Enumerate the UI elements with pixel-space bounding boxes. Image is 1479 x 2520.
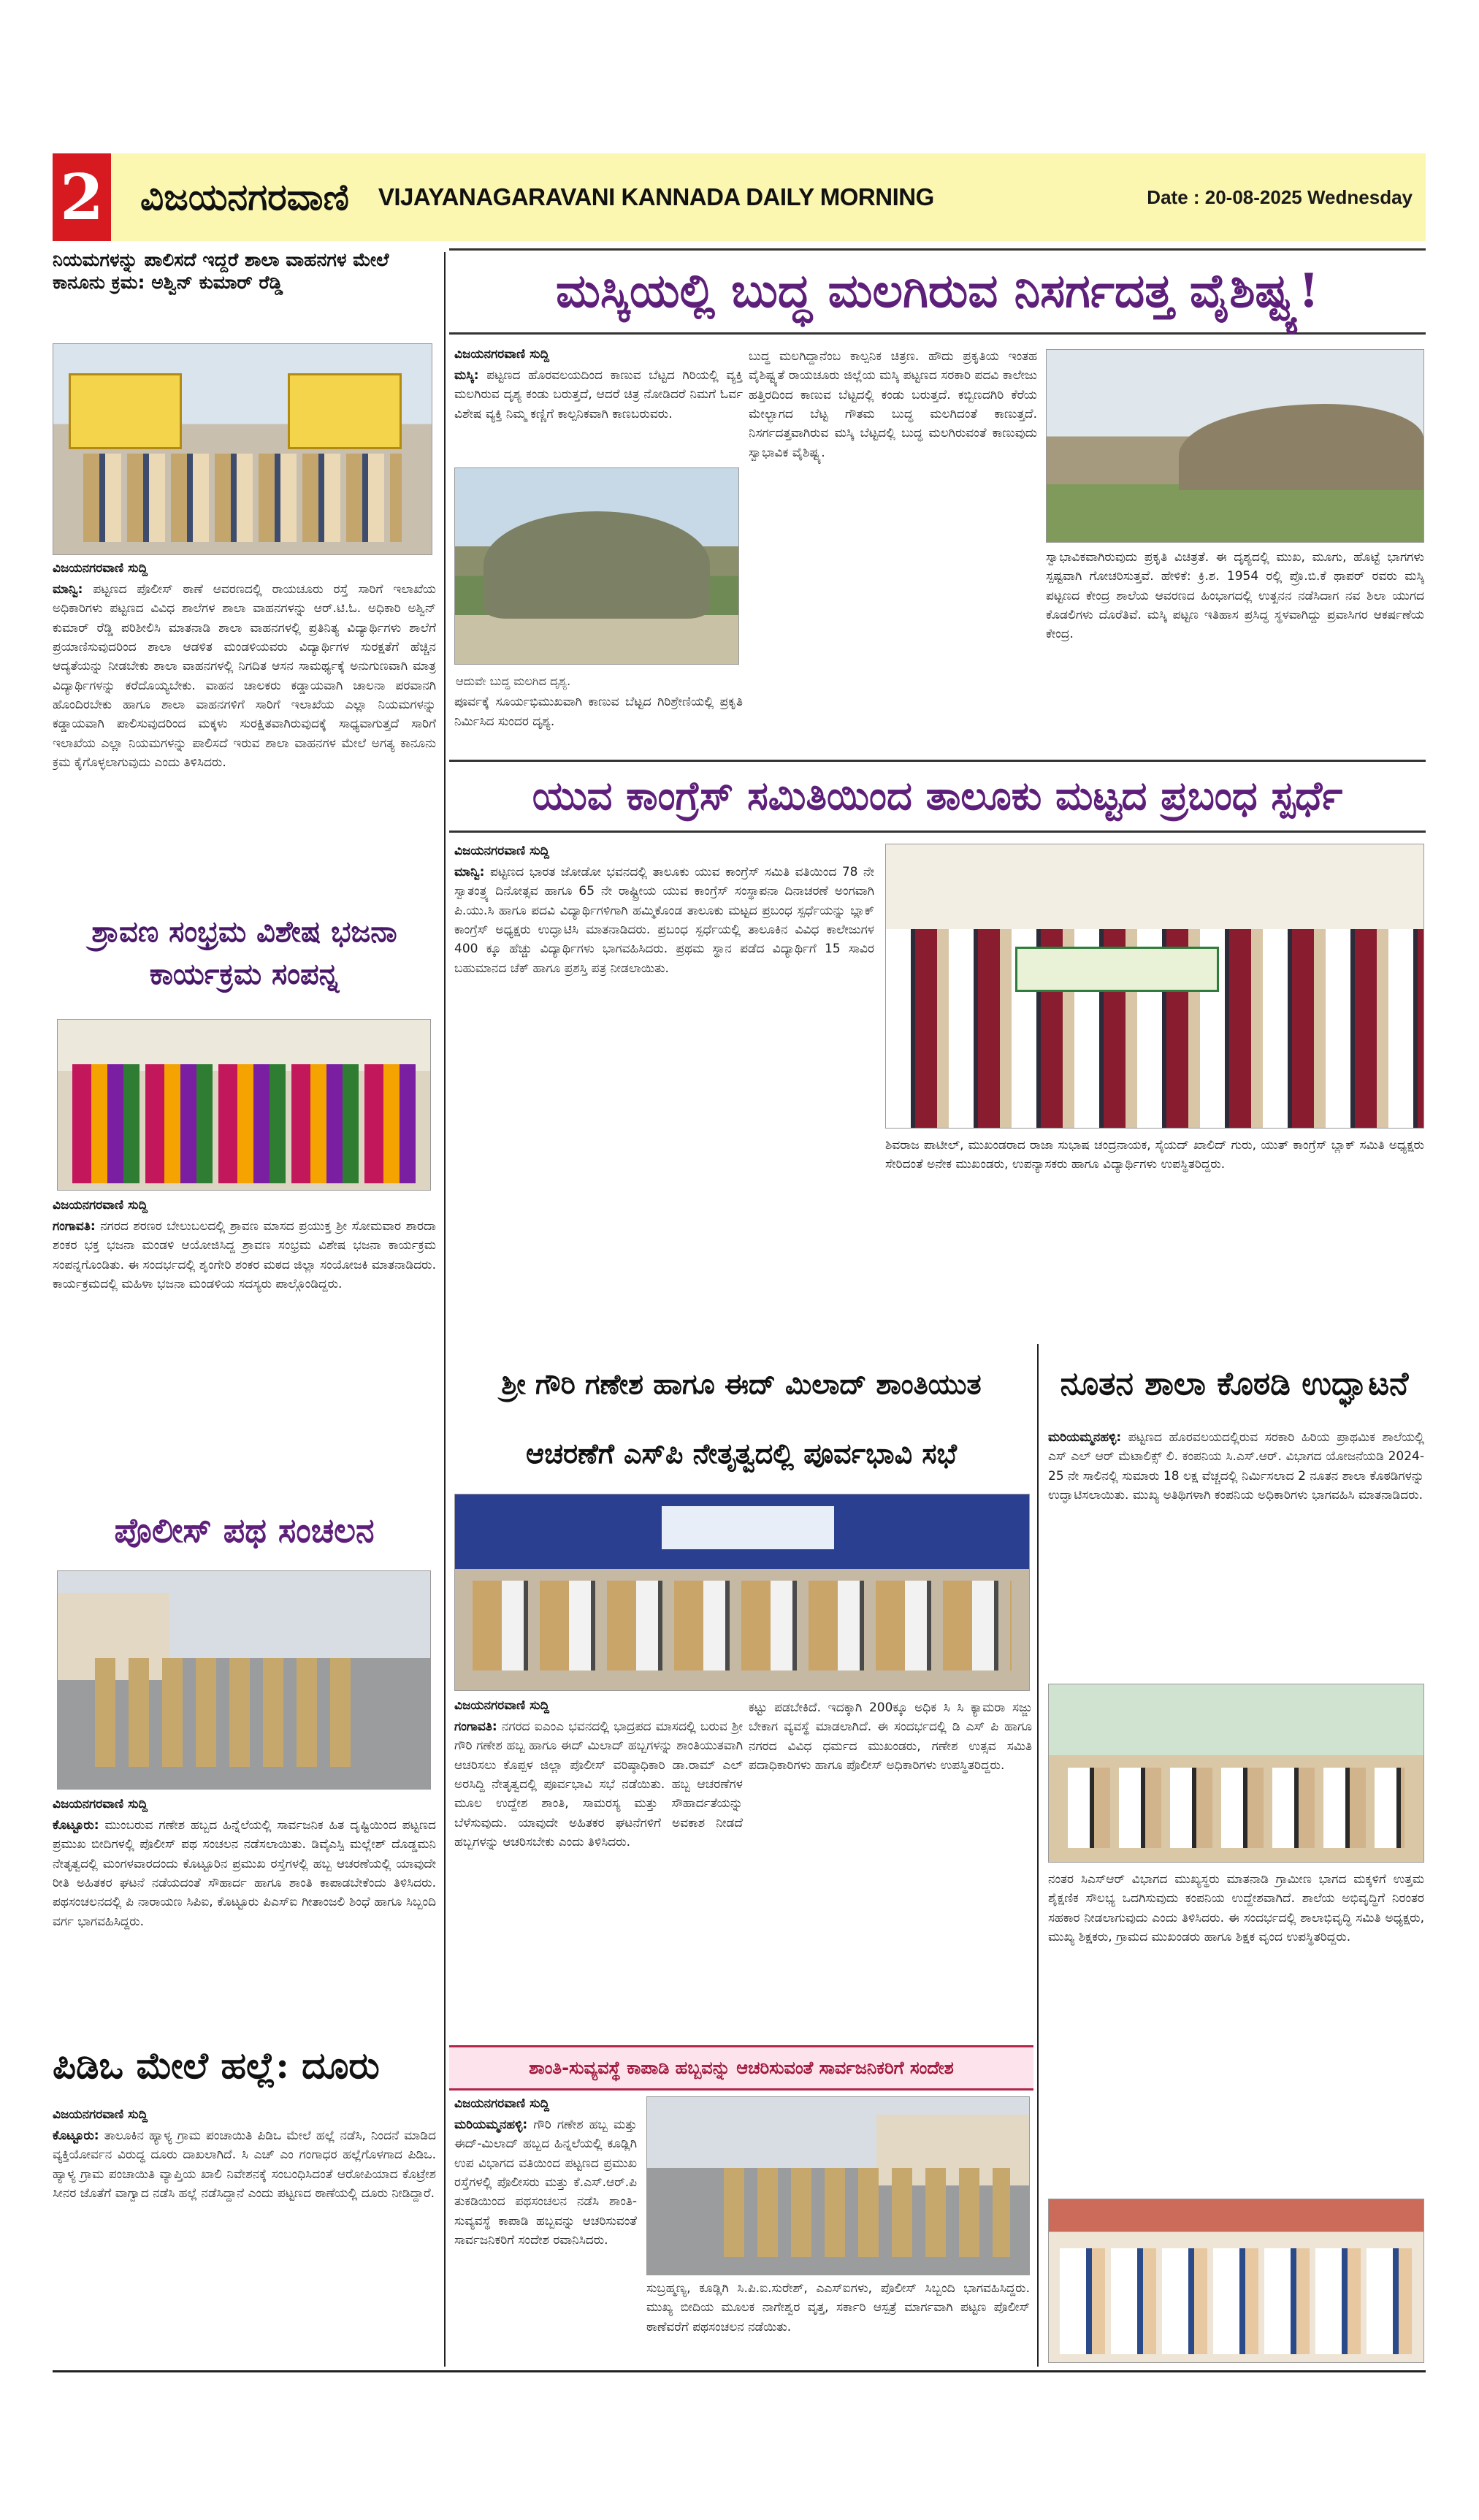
- story-pdo-headline: [53, 2045, 436, 2104]
- story-congress-headline: [449, 760, 1426, 833]
- article-text: ನಗರದ ಶರಣರ ಬೇಲುಬಲದಲ್ಲಿ ಶ್ರಾವಣ ಮಾಸದ ಪ್ರಯುಕ್ತ ಶ್ರೀ ಸೋಮವಾರ ಶಾರದಾ ಶಂಕರ ಭಕ್ತ ಭಜನಾ ಮಂಡಳಿ ಆಯೋಜಿಸಿದ್ದ ಶ್ರಾವಣ ಸಂಭ್ರಮ ವಿಶೇಷ ಭಜನಾ ಕಾರ್ಯಕ್ರಮ ಸಂಪನ್ನಗೊಂಡಿತು. ಈ ಸಂದರ್ಭದಲ್ಲಿ ಶೃಂಗೇರಿ ಶಂಕರ ಮಠದ ಜಿಲ್ಲಾ ಸಂಯೋಜಕಿ ಮಾತನಾಡಿದರು. ಕಾರ್ಯಕ್ರಮದಲ್ಲಿ ಮಹಿಳಾ ಭಜನಾ ಮಂಡಳಿಯ ಸದಸ್ಯರು ಪಾಲ್ಗೊಂಡಿದ್ದರು.: [53, 1219, 436, 1292]
- story-congress-body: [454, 844, 874, 1340]
- article-text: ನಗರದ ಐಎಂಎ ಭವನದಲ್ಲಿ ಭಾದ್ರಪದ ಮಾಸದಲ್ಲಿ ಬರುವ ಶ್ರೀ ಗೌರಿ ಗಣೇಶ ಹಬ್ಬ ಹಾಗೂ ಈದ್ ಮಿಲಾದ್ ಹಬ್ಬಗಳನ್ನು ಶಾಂತಿಯುತವಾಗಿ ಆಚರಿಸಲು ಕೊಪ್ಪಳ ಜಿಲ್ಲಾ ಪೊಲೀಸ್ ವರಿಷ್ಠಾಧಿಕಾರಿ ಡಾ.ರಾಮ್ ಎಲ್ ಅರಸಿದ್ದಿ ನೇತೃತ್ವದಲ್ಲಿ ಪೂರ್ವಭಾವಿ ಸಭೆ ನಡೆಯಿತು. ಹಬ್ಬ ಆಚರಣೆಗಳ ಮೂಲ ಉದ್ದೇಶ ಶಾಂತಿ, ಸಾಮರಸ್ಯ ಮತ್ತು ಸೌಹಾರ್ದತೆಯನ್ನು ಬೆಳೆಸುವುದು. ಯಾವುದೇ ಅಹಿತಕರ ಘಟನೆಗಳಿಗೆ ಅವಕಾಶ ನೀಡದೆ ಹಬ್ಬಗಳನ್ನು ಆಚರಿಸಬೇಕು ಎಂದು ತಿಳಿಸಿದರು.: [454, 1719, 743, 1850]
- dateline: ಮಸ್ಕಿ:: [454, 368, 479, 383]
- bottom-rule: [53, 2370, 1426, 2372]
- story-school-vehicles-body: [53, 561, 436, 1094]
- school-group-photo: [1048, 2199, 1424, 2363]
- newspaper-logo: ವಿಜಯನಗರವಾಣಿ: [140, 175, 349, 218]
- story-maski-col1: [454, 347, 743, 471]
- story-police-march-headline: [53, 1497, 436, 1563]
- story-school-room-headline: [1043, 1348, 1426, 1421]
- school-bus-photo: [53, 343, 432, 555]
- dateline: ಕೊಟ್ಟೂರು:: [53, 2128, 99, 2143]
- story-peace-meeting-body-right: [749, 1698, 1032, 2042]
- story-school-room-body2: [1048, 1870, 1424, 2184]
- story-congress-body-right: [885, 1136, 1424, 1340]
- headline: ಶ್ರಾವಣ ಸಂಭ್ರಮ ವಿಶೇಷ ಭಜನಾ ಕಾರ್ಯಕ್ರಮ ಸಂಪನ್ನ: [91, 915, 397, 991]
- article-text: ಪೂರ್ವಕ್ಕೆ ಸೂರ್ಯಭಿಮುಖವಾಗಿ ಕಾಣುವ ಬೆಟ್ಟದ ಗಿರಿಶ್ರೇಣಿಯಲ್ಲಿ ಪ್ರಕೃತಿ ನಿರ್ಮಿಸಿದ ಸುಂದರ ದೃಶ್ಯ.: [454, 695, 743, 729]
- story-maski-headline: [449, 248, 1426, 335]
- dateline: ಗಂಗಾವತಿ:: [454, 1719, 497, 1734]
- dateline: ಮಾನ್ವಿ:: [53, 582, 83, 597]
- story-shravana-headline: [53, 898, 436, 1008]
- story-peace-meeting-headline-line1: [449, 1348, 1033, 1421]
- headline: ಪಿಡಿಒ ಮೇಲೆ ಹಲ್ಲೆ: ದೂರು: [53, 2045, 380, 2087]
- article-text: ಪಟ್ಟಣದ ಹೊರವಲಯದಿಂದ ಕಾಣುವ ಬೆಟ್ಟದ ಗಿರಿಯಲ್ಲಿ ವ್ಯಕ್ತಿ ಮಲಗಿರುವ ದೃಶ್ಯ ಕಂಡು ಬರುತ್ತದೆ, ಆದರೆ ಚಿತ್ರ ನೋಡಿದರೆ ನಿಮಗೆ ಓರ್ವ ವಿಶೇಷ ವ್ಯಕ್ತಿ ನಿಮ್ಮ ಕಣ್ಣಿಗೆ ಕಾಲ್ಪನಿಕವಾಗಿ ಕಾಣಬರುವರು.: [454, 368, 743, 421]
- story-police-march-body: [53, 1797, 436, 2038]
- dateline: ಗಂಗಾವತಿ:: [53, 1219, 96, 1234]
- article-text: ಸುಬ್ರಹ್ಮಣ್ಯ, ಕೂಡ್ಲಿಗಿ ಸಿ.ಪಿ.ಐ.ಸುರೇಶ್, ಎಎಸ್‌ಐಗಳು, ಪೊಲೀಸ್ ಸಿಬ್ಬಂದಿ ಭಾಗವಹಿಸಿದ್ದರು. ಮುಖ್ಯ ಬೀದಿಯ ಮೂಲಕ ನಾಗೇಶ್ವರ ವೃತ್ತ, ಸರ್ಕಾರಿ ಆಸ್ಪತ್ರೆ ಮಾರ್ಗವಾಗಿ ಪಟ್ಟಣ ಪೊಲೀಸ್ ಠಾಣೆವರೆಗೆ ಪಥಸಂಚಲನ ನಡೆಯಿತು.: [646, 2281, 1030, 2334]
- school-inauguration-photo: [1048, 1684, 1424, 1863]
- police-route-march-photo: [646, 2096, 1030, 2275]
- story-school-vehicles-headline: [53, 248, 436, 347]
- story-school-room-body: [1048, 1428, 1424, 1680]
- column-rule: [1037, 1344, 1039, 2367]
- article-text: ಕಟ್ಟು ಪಡಬೇಕಿದೆ. ಇದಕ್ಕಾಗಿ 200ಕ್ಕೂ ಅಧಿಕ ಸಿ ಸಿ ಕ್ಯಾಮರಾ ಸಜ್ಜು ಬೇಕಾಗ ವ್ಯವಸ್ಥೆ ಮಾಡಲಾಗಿದೆ. ಈ ಸಂದರ್ಭದಲ್ಲಿ ಡಿ ಎಸ್ ಪಿ ಹಾಗೂ ನಗರದ ವಿವಿಧ ಧರ್ಮದ ಮುಖಂಡರು, ಗಣೇಶ ಉತ್ಸವ ಸಮಿತಿ ಪದಾಧಿಕಾರಿಗಳು ಹಾಗೂ ಪೊಲೀಸ್ ಅಧಿಕಾರಿಗಳು ಉಪಸ್ಥಿತರಿದ್ದರು.: [749, 1700, 1032, 1773]
- bhajan-group-photo: [57, 1019, 431, 1191]
- article-text: ಶಿವರಾಜ ಪಾಟೀಲ್, ಮುಖಂಡರಾದ ರಾಜಾ ಸುಭಾಷ ಚಂದ್ರನಾಯಕ, ಸೈಯದ್ ಖಾಲಿದ್ ಗುರು, ಯುತ್ ಕಾಂಗ್ರೆಸ್ ಬ್ಲಾಕ್ ಸಮಿತಿ ಅಧ್ಯಕ್ಷರು ಸೇರಿದಂತೆ ಅನೇಕ ಮುಖಂಡರು, ಉಪನ್ಯಾಸಕರು ಹಾಗೂ ವಿದ್ಯಾರ್ಥಿಗಳು ಉಪಸ್ಥಿತರಿದ್ದರು.: [885, 1138, 1424, 1172]
- byline: ವಿಜಯನಗರವಾಣಿ ಸುದ್ದಿ: [454, 347, 550, 362]
- headline: ಯುವ ಕಾಂಗ್ರೆಸ್ ಸಮಿತಿಯಿಂದ ತಾಲೂಕು ಮಟ್ಟದ ಪ್ರಬಂಧ ಸ್ಪರ್ಧೆ: [532, 772, 1343, 820]
- dateline: ಮಾನ್ವಿ:: [454, 865, 485, 879]
- headline: ಶಾಂತಿ-ಸುವ್ಯವಸ್ಥೆ ಕಾಪಾಡಿ ಹಬ್ಬವನ್ನು ಆಚರಿಸುವಂತೆ ಸಾರ್ವಜನಿಕರಿಗೆ ಸಂದೇಶ: [529, 2058, 954, 2078]
- sleeping-buddha-hill-photo: [454, 467, 739, 665]
- story-maski-col3: [1046, 548, 1424, 756]
- newspaper-title-english: VIJAYANAGARAVANI KANNADA DAILY MORNING: [378, 183, 934, 210]
- byline: ವಿಜಯನಗರವಾಣಿ ಸುದ್ದಿ: [454, 844, 550, 858]
- byline: ವಿಜಯನಗರವಾಣಿ ಸುದ್ದಿ: [53, 1797, 148, 1811]
- issue-date: Date : 20-08-2025 Wednesday: [1147, 186, 1413, 208]
- article-text: ಮುಂಬರುವ ಗಣೇಶ ಹಬ್ಬದ ಹಿನ್ನೆಲೆಯಲ್ಲಿ ಸಾರ್ವಜನಿಕ ಹಿತ ದೃಷ್ಟಿಯಿಂದ ಪಟ್ಟಣದ ಪ್ರಮುಖ ಬೀದಿಗಳಲ್ಲಿ ಪೊಲೀಸ್ ಪಥ ಸಂಚಲನ ನಡೆಸಲಾಯಿತು. ಡಿವೈಎಸ್ಪಿ ಮಲ್ಲೇಶ್ ದೊಡ್ಡಮನಿ ನೇತೃತ್ವದಲ್ಲಿ ಮಂಗಳವಾರದಂದು ಕೊಟ್ಟೂರಿನ ಪ್ರಮುಖ ರಸ್ತೆಗಳಲ್ಲಿ ಹಬ್ಬ ಆಚರಣೆಯಲ್ಲಿ ಯಾವುದೇ ರೀತಿ ಅಹಿತಕರ ಘಟನೆ ನಡೆಯದಂತೆ ಸೌಹಾರ್ದ ಹಾಗೂ ಶಾಂತಿ ಕಾಪಾಡಬೇಕೆಂದು ತಿಳಿಸಿದರು. ಪಥಸಂಚಲನದಲ್ಲಿ ಪಿ ನಾರಾಯಣ ಸಿಪಿಐ, ಕೊಟ್ಟೂರು ಪಿಎಸ್ಐ ಗೀತಾಂಜಲಿ ಶಿಂಧೆ ಹಾಗೂ ಸಿಬ್ಬಂದಿ ವರ್ಗ ಭಾಗವಹಿಸಿದ್ದರು.: [53, 1818, 436, 1929]
- story-shravana-body: [53, 1198, 436, 1490]
- byline: ವಿಜಯನಗರವಾಣಿ ಸುದ್ದಿ: [454, 2096, 550, 2111]
- story-peace-strip-headline: [449, 2045, 1033, 2091]
- page-number: 2: [53, 153, 111, 241]
- byline: ವಿಜಯನಗರವಾಣಿ ಸುದ್ದಿ: [53, 561, 148, 576]
- article-text: ಪಟ್ಟಣದ ಪೊಲೀಸ್ ಠಾಣೆ ಆವರಣದಲ್ಲಿ ರಾಯಚೂರು ರಸ್ತೆ ಸಾರಿಗೆ ಇಲಾಖೆಯ ಅಧಿಕಾರಿಗಳು ಪಟ್ಟಣದ ವಿವಿಧ ಶಾಲೆಗಳ ಶಾಲಾ ವಾಹನಗಳನ್ನು ಆರ್.ಟಿ.ಓ. ಅಧಿಕಾರಿ ಅಶ್ವಿನ್ ಕುಮಾರ್ ರೆಡ್ಡಿ ಪರಿಶೀಲಿಸಿ ಮಾತನಾಡಿ ಶಾಲಾ ವಾಹನಗಳಲ್ಲಿ ಪ್ರತಿನಿತ್ಯ ವಿದ್ಯಾರ್ಥಿಗಳು ಶಾಲೆಗೆ ಪ್ರಯಾಣಿಸುವುದರಿಂದ ಶಾಲಾ ಆಡಳಿತ ಮಂಡಳಿಯವರು ವಿದ್ಯಾರ್ಥಿಗಳ ಸುರಕ್ಷತೆಗೆ ಹೆಚ್ಚಿನ ಆದ್ಯತೆಯನ್ನು ನೀಡಬೇಕು ಶಾಲಾ ವಾಹನಗಳಲ್ಲಿ ನಿಗದಿತ ಆಸನ ಸಾಮರ್ಥ್ಯಕ್ಕೆ ಅನುಗುಣವಾಗಿ ಮಾತ್ರ ವಿದ್ಯಾರ್ಥಿಗಳನ್ನು ಕರೆದೊಯ್ಯಬೇಕು. ವಾಹನ ಚಾಲಕರು ಕಡ್ಡಾಯವಾಗಿ ಚಾಲನಾ ಪರವಾನಗಿ ಹೊಂದಿರಬೇಕು ಹಾಗೂ ಶಾಲಾ ವಾಹನಗಳಿಗೆ ಸಾರಿಗೆ ಇಲಾಖೆಯ ಎಲ್ಲಾ ನಿಯಮಗಳನ್ನು ಕಡ್ಡಾಯವಾಗಿ ಪಾಲಿಸುವುದರಿಂದ ಮಕ್ಕಳು ಸುರಕ್ಷಿತವಾಗಿರುವುದಕ್ಕೆ ಸಾಧ್ಯವಾಗುತ್ತದೆ ಸಾರಿಗೆ ಇಲಾಖೆಯ ಎಲ್ಲಾ ನಿಯಮಗಳನ್ನು ಪಾಲಿಸದೆ ಇರುವ ಶಾಲಾ ವಾಹನಗಳ ಮೇಲೆ ಅಗತ್ಯ ಕಾನೂನು ಕ್ರಮ ಕೈಗೊಳ್ಳಲಾಗುವುದು ಎಂದು ತಿಳಿಸಿದರು.: [53, 582, 436, 771]
- byline: ವಿಜಯನಗರವಾಣಿ ಸುದ್ದಿ: [454, 1698, 550, 1713]
- essay-prize-distribution-photo: [885, 844, 1424, 1129]
- article-text: ಸ್ವಾಭಾವಿಕವಾಗಿರುವುದು ಪ್ರಕೃತಿ ವಿಚಿತ್ರತೆ. ಈ ದೃಶ್ಯದಲ್ಲಿ ಮುಖ, ಮೂಗು, ಹೊಟ್ಟೆ ಭಾಗಗಳು ಸ್ಪಷ್ಟವಾಗಿ ಗೋಚರಿಸುತ್ತವೆ. ಹೇಳಿಕೆ: ಕ್ರಿ.ಶ. 1954 ರಲ್ಲಿ ಪ್ರೊ.ಬಿ.ಕೆ ಥಾಪರ್ ರವರು ಮಸ್ಕಿ ಪಟ್ಟಣದ ಕೇಂದ್ರ ಶಾಲೆಯ ಆವರಣದ ಹಿಂಭಾಗದಲ್ಲಿ ಉತ್ಖನನ ನಡೆಸಿದಾಗ ನವ ಶಿಲಾ ಯುಗದ ಕೊಡಲಿಗಳು ದೊರೆತಿವೆ. ಮಸ್ಕಿ ಪಟ್ಟಣ ಇತಿಹಾಸ ಪ್ರಸಿದ್ಧ ಸ್ಥಳವಾಗಿದ್ದು ಪ್ರವಾಸಿಗರ ಆಕರ್ಷಣೆಯ ಕೇಂದ್ರ.: [1046, 550, 1424, 642]
- article-text: ತಾಲೂಕಿನ ಹ್ಯಾಳ್ಯ ಗ್ರಾಮ ಪಂಚಾಯಿತಿ ಪಿಡಿಒ ಮೇಲೆ ಹಲ್ಲೆ ನಡೆಸಿ, ನಿಂದನೆ ಮಾಡಿದ ವ್ಯಕ್ತಿಯೋರ್ವನ ವಿರುದ್ಧ ದೂರು ದಾಖಲಾಗಿದೆ. ಸಿ ಎಚ್ ಎಂ ಗಂಗಾಧರ ಹಲ್ಲೆಗೊಳಗಾದ ಪಿಡಿಒ. ಹ್ಯಾಳ್ಯ ಗ್ರಾಮ ಪಂಚಾಯಿತಿ ವ್ಯಾಪ್ತಿಯ ಖಾಲಿ ನಿವೇಶನಕ್ಕೆ ಸಂಬಂಧಿಸಿದಂತೆ ಆರೋಪಿಯಾದ ಕೊಟ್ರೇಶ ಸೀನರ ಜೊತೆಗೆ ವಾಗ್ವಾದ ನಡೆಸಿ ಹಲ್ಲೆ ನಡೆಸಿದ್ದಾನೆ ಎಂದು ಪಟ್ಟಣದ ಠಾಣೆಯಲ್ಲಿ ದೂರು ನೀಡಿದ್ದಾರೆ.: [53, 2128, 436, 2202]
- story-peace-meeting-headline-line2: [449, 1421, 1033, 1486]
- rocky-hill-photo: [1046, 349, 1424, 543]
- article-text: ಪಟ್ಟಣದ ಹೊರವಲಯದಲ್ಲಿರುವ ಸರಕಾರಿ ಹಿರಿಯ ಪ್ರಾಥಮಿಕ ಶಾಲೆಯಲ್ಲಿ ಎಸ್ ಎಲ್ ಆರ್ ಮೆಟಾಲಿಕ್ಸ್ ಲಿ. ಕಂಪನಿಯ ಸಿ.ಎಸ್.ಆರ್. ವಿಭಾಗದ ಯೋಜನೆಯಡಿ 2024-25 ನೇ ಸಾಲಿನಲ್ಲಿ ಸುಮಾರು 18 ಲಕ್ಷ ವೆಚ್ಚದಲ್ಲಿ ನಿರ್ಮಿಸಲಾದ 2 ನೂತನ ಶಾಲಾ ಕೊಠಡಿಗಳನ್ನು ಉದ್ಘಾಟಿಸಲಾಯಿತು. ಮುಖ್ಯ ಅತಿಥಿಗಳಾಗಿ ಕಂಪನಿಯ ಅಧಿಕಾರಿಗಳು ಭಾಗವಹಿಸಿ ಮಾತನಾಡಿದರು.: [1048, 1430, 1424, 1503]
- byline: ವಿಜಯನಗರವಾಣಿ ಸುದ್ದಿ: [53, 1198, 148, 1213]
- story-peace-meeting-body: [454, 1698, 743, 2042]
- article-text: ನಂತರ ಸಿಎಸ್‌ಆರ್ ವಿಭಾಗದ ಮುಖ್ಯಸ್ಥರು ಮಾತನಾಡಿ ಗ್ರಾಮೀಣ ಭಾಗದ ಮಕ್ಕಳಿಗೆ ಉತ್ತಮ ಶೈಕ್ಷಣಿಕ ಸೌಲಭ್ಯ ಒದಗಿಸುವುದು ಕಂಪನಿಯ ಉದ್ದೇಶವಾಗಿದೆ. ಶಾಲೆಯ ಅಭಿವೃದ್ಧಿಗೆ ನಿರಂತರ ಸಹಕಾರ ನೀಡಲಾಗುವುದು ಎಂದು ತಿಳಿಸಿದರು. ಈ ಸಂದರ್ಭದಲ್ಲಿ ಶಾಲಾಭಿವೃದ್ಧಿ ಸಮಿತಿ ಅಧ್ಯಕ್ಷರು, ಮುಖ್ಯ ಶಿಕ್ಷಕರು, ಗ್ರಾಮದ ಮುಖಂಡರು ಹಾಗೂ ಶಿಕ್ಷಕ ವೃಂದ ಉಪಸ್ಥಿತರಿದ್ದರು.: [1048, 1872, 1424, 1945]
- headline: ನಿಯಮಗಳನ್ನು ಪಾಲಿಸದೆ ಇದ್ದರೆ ಶಾಲಾ ವಾಹನಗಳ ಮೇಲೆ ಕಾನೂನು ಕ್ರಮ: ಅಶ್ವಿನ್ ಕುಮಾರ್ ರೆಡ್ಡಿ: [53, 249, 389, 294]
- headline: ನೂತನ ಶಾಲಾ ಕೊಠಡಿ ಉದ್ಘಾಟನೆ: [1060, 1364, 1409, 1402]
- dateline: ಕೊಟ್ಟೂರು:: [53, 1818, 99, 1833]
- headline: ಆಚರಣೆಗೆ ಎಸ್‌ಪಿ ನೇತೃತ್ವದಲ್ಲಿ ಪೂರ್ವಭಾವಿ ಸಭೆ: [526, 1437, 957, 1470]
- headline: ಶ್ರೀ ಗೌರಿ ಗಣೇಶ ಹಾಗೂ ಈದ್ ಮಿಲಾದ್ ಶಾಂತಿಯುತ: [501, 1367, 982, 1401]
- story-peace-strip-body-right: [646, 2279, 1030, 2367]
- byline: ವಿಜಯನಗರವಾಣಿ ಸುದ್ದಿ: [53, 2107, 148, 2122]
- article-text: ಪಟ್ಟಣದ ಭಾರತ ಜೋಡೋ ಭವನದಲ್ಲಿ ತಾಲೂಕು ಯುವ ಕಾಂಗ್ರೆಸ್ ಸಮಿತಿ ವತಿಯಿಂದ 78 ನೇ ಸ್ವಾತಂತ್ರ್ಯ ದಿನೋತ್ಸವ ಹಾಗೂ 65 ನೇ ರಾಷ್ಟ್ರೀಯ ಯುವ ಕಾಂಗ್ರೆಸ್ ಸಂಸ್ಥಾಪನಾ ದಿನಾಚರಣೆ ಅಂಗವಾಗಿ ಪಿ.ಯು.ಸಿ ಹಾಗೂ ಪದವಿ ವಿದ್ಯಾರ್ಥಿಗಳಿಗಾಗಿ ಹಮ್ಮಿಕೊಂಡ ತಾಲೂಕು ಮಟ್ಟದ ಪ್ರಬಂಧ ಸ್ಪರ್ಧೆಯನ್ನು ಬ್ಲಾಕ್ ಕಾಂಗ್ರೆಸ್ ಅಧ್ಯಕ್ಷರು ಉದ್ಘಾಟಿಸಿ ಮಾತನಾಡಿದರು. ಪ್ರಬಂಧ ಸ್ಪರ್ಧೆಯಲ್ಲಿ ತಾಲೂಕಿನ ವಿವಿಧ ಕಾಲೇಜುಗಳ 400 ಕ್ಕೂ ಹೆಚ್ಚು ವಿದ್ಯಾರ್ಥಿಗಳು ಭಾಗವಹಿಸಿದರು. ಪ್ರಥಮ ಸ್ಥಾನ ಪಡೆದ ವಿದ್ಯಾರ್ಥಿಗೆ 15 ಸಾವಿರ ಬಹುಮಾನದ ಚೆಕ್ ಹಾಗೂ ಪ್ರಶಸ್ತಿ ಪತ್ರ ನೀಡಲಾಯಿತು.: [454, 865, 874, 976]
- masthead: [53, 153, 1426, 241]
- column-rule: [444, 252, 446, 2367]
- article-text: ಗೌರಿ ಗಣೇಶ ಹಬ್ಬ ಮತ್ತು ಈದ್-ಮಿಲಾದ್ ಹಬ್ಬದ ಹಿನ್ನಲೆಯಲ್ಲಿ ಕೂಡ್ಲಿಗಿ ಉಪ ವಿಭಾಗದ ವತಿಯಿಂದ ಪಟ್ಟಣದ ಪ್ರಮುಖ ರಸ್ತೆಗಳಲ್ಲಿ ಪೊಲೀಸರು ಮತ್ತು ಕೆ.ಎಸ್.ಆರ್.ಪಿ ತುಕಡಿಯಿಂದ ಪಥಸಂಚಲನ ನಡೆಸಿ ಶಾಂತಿ-ಸುವ್ಯವಸ್ಥೆ ಕಾಪಾಡಿ ಹಬ್ಬವನ್ನು ಆಚರಿಸುವಂತೆ ಸಾರ್ವಜನಿಕರಿಗೆ ಸಂದೇಶ ರವಾನಿಸಿದರು.: [454, 2118, 637, 2248]
- story-peace-strip-body: [454, 2096, 637, 2367]
- photo-caption: ಆದುವೇ ಬುದ್ಧ ಮಲಗಿದ ದೃಶ್ಯ.: [456, 674, 571, 688]
- dateline: ಮರಿಯಮ್ಮನಹಳ್ಳಿ:: [454, 2118, 528, 2132]
- story-maski-col2: [749, 347, 1037, 756]
- story-pdo-body: [53, 2107, 436, 2367]
- headline: ಮಸ್ಕಿಯಲ್ಲಿ ಬುದ್ಧ ಮಲಗಿರುವ ನಿಸರ್ಗದತ್ತ ವೈಶಿಷ್ಟ್ಯ!: [556, 263, 1319, 318]
- dateline: ಮರಿಯಮ್ಮನಹಳ್ಳಿ:: [1048, 1430, 1122, 1445]
- story-maski-col1-bottom: [454, 671, 743, 758]
- police-march-photo: [57, 1570, 431, 1790]
- peace-meeting-hall-photo: [454, 1494, 1030, 1691]
- headline: ಪೊಲೀಸ್ ಪಥ ಸಂಚಲನ: [114, 1510, 375, 1550]
- article-text: ಬುದ್ಧ ಮಲಗಿದ್ದಾನೆಂಬ ಕಾಲ್ಪನಿಕ ಚಿತ್ರಣ. ಹೌದು ಪ್ರಕೃತಿಯ ಇಂತಹ ವೈಶಿಷ್ಟ್ಯತೆ ರಾಯಚೂರು ಜಿಲ್ಲೆಯ ಮಸ್ಕಿ ಪಟ್ಟಣದ ಸರಕಾರಿ ಪದವಿ ಕಾಲೇಜು ಹತ್ತಿರದಿಂದ ಕಾಣುವ ಬೆಟ್ಟದಲ್ಲಿ ಕಂಡು ಬರುತ್ತದೆ. ಕಬ್ಬಿಣದಗಿರಿ ಕೆರೆಯ ಮೇಲ್ಭಾಗದ ಬೆಟ್ಟ ಗೌತಮ ಬುದ್ಧ ಮಲಗಿದಂತೆ ಕಾಣುತ್ತದೆ. ನಿಸರ್ಗದತ್ತವಾಗಿರುವ ಮಸ್ಕಿ ಬೆಟ್ಟದಲ್ಲಿ ಬುದ್ಧ ಮಲಗಿರುವಂತೆ ಕಾಣುವುದು ಸ್ವಾಭಾವಿಕ ವೈಶಿಷ್ಟ್ಯ.: [749, 349, 1037, 460]
